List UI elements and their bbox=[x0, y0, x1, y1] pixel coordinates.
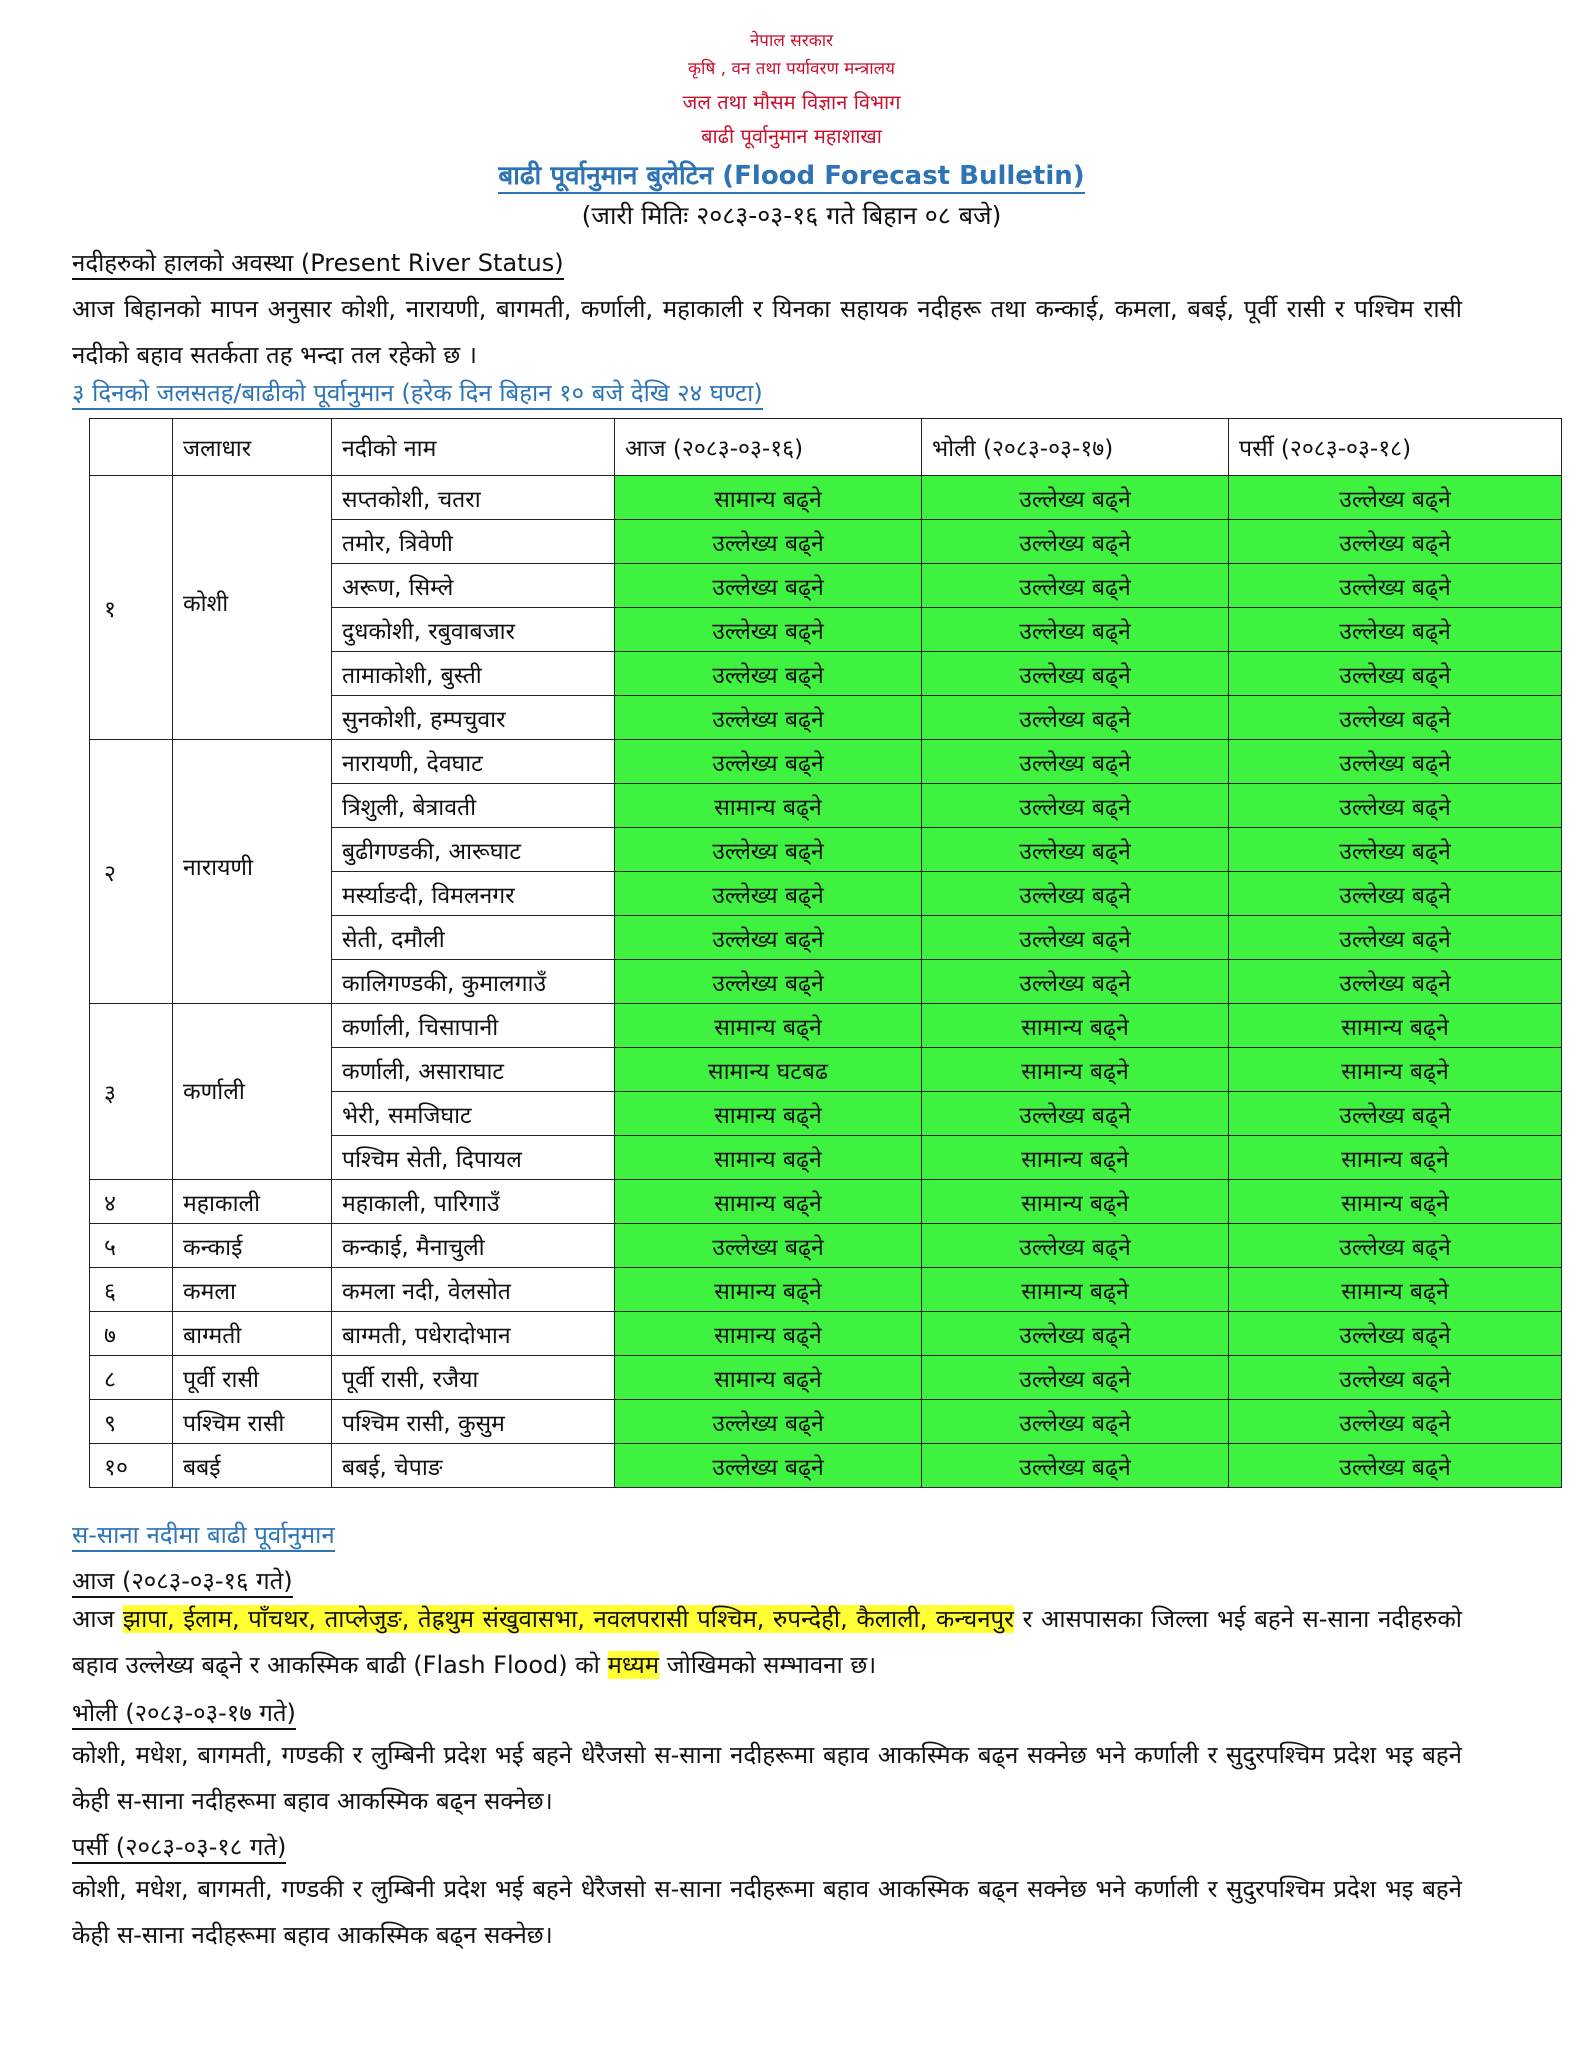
small-rivers-heading-text: स-साना नदीमा बाढी पूर्वानुमान bbox=[72, 1521, 335, 1552]
forecast-tomorrow: उल्लेख्य बढ्ने bbox=[922, 1224, 1229, 1268]
forecast-tomorrow: उल्लेख्य बढ्ने bbox=[922, 520, 1229, 564]
issued-date: (जारी मितिः २०८३-०३-१६ गते बिहान ०८ बजे) bbox=[581, 201, 1002, 230]
today-label bbox=[72, 1564, 293, 1597]
forecast-day-after: सामान्य बढ्ने bbox=[1229, 1004, 1562, 1048]
forecast-day-after: उल्लेख्य बढ्ने bbox=[1229, 520, 1562, 564]
basin-name: कर्णाली bbox=[173, 1004, 332, 1180]
river-station: बबई, चेपाङ bbox=[332, 1444, 615, 1488]
gov-name: नेपाल सरकार bbox=[749, 31, 834, 51]
present-status-heading bbox=[72, 246, 564, 279]
table-row bbox=[90, 1268, 1562, 1312]
forecast-day-after: उल्लेख्य बढ्ने bbox=[1229, 476, 1562, 520]
forecast-day-after: उल्लेख्य बढ्ने bbox=[1229, 1356, 1562, 1400]
department-name: जल तथा मौसम विज्ञान विभाग bbox=[682, 90, 901, 114]
forecast-today: उल्लेख्य बढ्ने bbox=[615, 872, 922, 916]
basin-serial: ३ bbox=[90, 1004, 173, 1180]
forecast-tomorrow: उल्लेख्य बढ्ने bbox=[922, 1444, 1229, 1488]
forecast-today: सामान्य बढ्ने bbox=[615, 1092, 922, 1136]
ministry-name: कृषि , वन तथा पर्यावरण मन्त्रालय bbox=[687, 59, 896, 79]
forecast-today: सामान्य बढ्ने bbox=[615, 1136, 922, 1180]
basin-serial: ५ bbox=[90, 1224, 173, 1268]
river-station: तामाकोशी, बुस्ती bbox=[332, 652, 615, 696]
basin-serial: ७ bbox=[90, 1312, 173, 1356]
present-status-text: आज बिहानको मापन अनुसार कोशी, नारायणी, बागमती, कर्णाली, महाकाली र यिनका सहायक नदीहरू तथा कन्काई, कमला, बबई, पूर्वी रासी र पश्चिम रासी नदीको बहाव सतर्कता तह भन्दा तल रहेको छ । bbox=[72, 295, 1462, 369]
river-station: सुनकोशी, हम्पचुवार bbox=[332, 696, 615, 740]
tomorrow-text: कोशी, मधेश, बागमती, गण्डकी र लुम्बिनी प्रदेश भई बहने धेरैजसो स-साना नदीहरूमा बहाव आकस्मिक बढ्न सक्नेछ भने कर्णाली र सुदुरपश्चिम प्रदेश भइ बहने केही स-साना नदीहरूमा बहाव आकस्मिक बढ्न सक्नेछ। bbox=[72, 1741, 1462, 1815]
forecast-today: उल्लेख्य बढ्ने bbox=[615, 1224, 922, 1268]
forecast-tomorrow: उल्लेख्य बढ्ने bbox=[922, 608, 1229, 652]
river-station: मर्स्याङदी, विमलनगर bbox=[332, 872, 615, 916]
forecast-today: सामान्य बढ्ने bbox=[615, 1268, 922, 1312]
forecast-day-after: उल्लेख्य बढ्ने bbox=[1229, 960, 1562, 1004]
basin-name: पूर्वी रासी bbox=[173, 1356, 332, 1400]
forecast-today: उल्लेख्य बढ्ने bbox=[615, 608, 922, 652]
forecast-day-after: उल्लेख्य बढ्ने bbox=[1229, 652, 1562, 696]
basin-name: बबई bbox=[173, 1444, 332, 1488]
present-status-heading-text: नदीहरुको हालको अवस्था (Present River Status) bbox=[72, 249, 564, 280]
river-station: सप्तकोशी, चतरा bbox=[332, 476, 615, 520]
forecast-today: उल्लेख्य बढ्ने bbox=[615, 520, 922, 564]
river-station: पश्चिम रासी, कुसुम bbox=[332, 1400, 615, 1444]
forecast-today: उल्लेख्य बढ्ने bbox=[615, 1400, 922, 1444]
forecast-heading bbox=[72, 376, 763, 409]
day-after-label bbox=[72, 1830, 286, 1863]
table-row bbox=[90, 1180, 1562, 1224]
today-label-text: आज (२०८३-०३-१६ गते) bbox=[72, 1567, 293, 1598]
forecast-tomorrow: सामान्य बढ्ने bbox=[922, 1136, 1229, 1180]
today-pre: आज bbox=[72, 1605, 123, 1633]
forecast-today: उल्लेख्य बढ्ने bbox=[615, 828, 922, 872]
basin-name: बाग्मती bbox=[173, 1312, 332, 1356]
forecast-day-after: उल्लेख्य बढ्ने bbox=[1229, 696, 1562, 740]
forecast-day-after: सामान्य बढ्ने bbox=[1229, 1136, 1562, 1180]
table-row bbox=[90, 476, 1562, 520]
basin-name: महाकाली bbox=[173, 1180, 332, 1224]
forecast-tomorrow: उल्लेख्य बढ्ने bbox=[922, 476, 1229, 520]
table-row bbox=[90, 1400, 1562, 1444]
day-after-text: कोशी, मधेश, बागमती, गण्डकी र लुम्बिनी प्रदेश भई बहने धेरैजसो स-साना नदीहरूमा बहाव आकस्मिक बढ्न सक्नेछ भने कर्णाली र सुदुरपश्चिम प्रदेश भइ बहने केही स-साना नदीहरूमा बहाव आकस्मिक बढ्न सक्नेछ। bbox=[72, 1875, 1462, 1949]
basin-name: कोशी bbox=[173, 476, 332, 740]
forecast-day-after: सामान्य बढ्ने bbox=[1229, 1180, 1562, 1224]
forecast-today: उल्लेख्य बढ्ने bbox=[615, 1444, 922, 1488]
basin-name: पश्चिम रासी bbox=[173, 1400, 332, 1444]
river-station: महाकाली, पारिगाउँ bbox=[332, 1180, 615, 1224]
basin-name: कमला bbox=[173, 1268, 332, 1312]
today-post: जोखिमको सम्भावना छ। bbox=[659, 1651, 877, 1679]
forecast-tomorrow: उल्लेख्य बढ्ने bbox=[922, 784, 1229, 828]
forecast-tomorrow: उल्लेख्य बढ्ने bbox=[922, 740, 1229, 784]
table-row bbox=[90, 1312, 1562, 1356]
today-text bbox=[72, 1596, 1462, 1688]
forecast-tomorrow: उल्लेख्य बढ्ने bbox=[922, 1400, 1229, 1444]
forecast-tomorrow: उल्लेख्य बढ्ने bbox=[922, 960, 1229, 1004]
forecast-tomorrow: उल्लेख्य बढ्ने bbox=[922, 828, 1229, 872]
basin-serial: ४ bbox=[90, 1180, 173, 1224]
col-day-after: पर्सी (२०८३-०३-१८) bbox=[1229, 419, 1562, 476]
forecast-day-after: उल्लेख्य बढ्ने bbox=[1229, 740, 1562, 784]
forecast-table bbox=[89, 418, 1562, 1488]
basin-serial: १० bbox=[90, 1444, 173, 1488]
river-station: पूर्वी रासी, रजैया bbox=[332, 1356, 615, 1400]
col-basin: जलाधार bbox=[173, 419, 332, 476]
forecast-day-after: उल्लेख्य बढ्ने bbox=[1229, 828, 1562, 872]
forecast-tomorrow: उल्लेख्य बढ्ने bbox=[922, 1312, 1229, 1356]
forecast-day-after: उल्लेख्य बढ्ने bbox=[1229, 872, 1562, 916]
table-row bbox=[90, 1004, 1562, 1048]
forecast-day-after: उल्लेख्य बढ्ने bbox=[1229, 1092, 1562, 1136]
forecast-tomorrow: सामान्य बढ्ने bbox=[922, 1268, 1229, 1312]
table-row bbox=[90, 1356, 1562, 1400]
river-station: कर्णाली, असाराघाट bbox=[332, 1048, 615, 1092]
forecast-day-after: उल्लेख्य बढ्ने bbox=[1229, 784, 1562, 828]
river-station: अरूण, सिम्ले bbox=[332, 564, 615, 608]
forecast-day-after: उल्लेख्य बढ्ने bbox=[1229, 608, 1562, 652]
table-body bbox=[90, 476, 1562, 1488]
river-station: सेती, दमौली bbox=[332, 916, 615, 960]
table-row bbox=[90, 1224, 1562, 1268]
forecast-tomorrow: सामान्य बढ्ने bbox=[922, 1048, 1229, 1092]
river-station: कन्काई, मैनाचुली bbox=[332, 1224, 615, 1268]
river-station: भेरी, समजिघाट bbox=[332, 1092, 615, 1136]
forecast-tomorrow: उल्लेख्य बढ्ने bbox=[922, 1092, 1229, 1136]
basin-serial: ८ bbox=[90, 1356, 173, 1400]
basin-name: नारायणी bbox=[173, 740, 332, 1004]
forecast-today: सामान्य बढ्ने bbox=[615, 1004, 922, 1048]
forecast-today: उल्लेख्य बढ्ने bbox=[615, 740, 922, 784]
small-rivers-heading bbox=[72, 1518, 335, 1551]
forecast-today: सामान्य बढ्ने bbox=[615, 784, 922, 828]
table-row bbox=[90, 1444, 1562, 1488]
table-header-row bbox=[90, 419, 1562, 476]
forecast-today: उल्लेख्य बढ्ने bbox=[615, 960, 922, 1004]
forecast-day-after: उल्लेख्य बढ्ने bbox=[1229, 1312, 1562, 1356]
forecast-tomorrow: उल्लेख्य बढ्ने bbox=[922, 652, 1229, 696]
river-station: तमोर, त्रिवेणी bbox=[332, 520, 615, 564]
river-station: कालिगण्डकी, कुमालगाउँ bbox=[332, 960, 615, 1004]
forecast-tomorrow: सामान्य बढ्ने bbox=[922, 1004, 1229, 1048]
col-tomorrow: भोली (२०८३-०३-१७) bbox=[922, 419, 1229, 476]
basin-serial: २ bbox=[90, 740, 173, 1004]
basin-serial: १ bbox=[90, 476, 173, 740]
forecast-today: सामान्य बढ्ने bbox=[615, 1180, 922, 1224]
col-serial bbox=[90, 419, 173, 476]
river-station: बुढीगण्डकी, आरूघाट bbox=[332, 828, 615, 872]
division-name: बाढी पूर्वानुमान महाशाखा bbox=[701, 124, 882, 148]
forecast-day-after: सामान्य बढ्ने bbox=[1229, 1048, 1562, 1092]
forecast-tomorrow: उल्लेख्य बढ्ने bbox=[922, 1356, 1229, 1400]
basin-serial: ६ bbox=[90, 1268, 173, 1312]
tomorrow-label bbox=[72, 1696, 296, 1729]
basin-name: कन्काई bbox=[173, 1224, 332, 1268]
forecast-tomorrow: सामान्य बढ्ने bbox=[922, 1180, 1229, 1224]
forecast-day-after: उल्लेख्य बढ्ने bbox=[1229, 916, 1562, 960]
tomorrow-label-text: भोली (२०८३-०३-१७ गते) bbox=[72, 1699, 296, 1730]
today-mid: र आसपासका जिल्ला भई बहने स-साना नदीहरुको बहाव उल्लेख्य बढ्ने र आकस्मिक बाढी (Flash Flood) को bbox=[72, 1605, 1462, 1679]
forecast-day-after: उल्लेख्य बढ्ने bbox=[1229, 1444, 1562, 1488]
today-risk-level: मध्यम bbox=[607, 1651, 660, 1679]
forecast-today: सामान्य बढ्ने bbox=[615, 1356, 922, 1400]
river-station: त्रिशुली, बेत्रावती bbox=[332, 784, 615, 828]
forecast-today: उल्लेख्य बढ्ने bbox=[615, 696, 922, 740]
forecast-day-after: उल्लेख्य बढ्ने bbox=[1229, 1400, 1562, 1444]
forecast-tomorrow: उल्लेख्य बढ्ने bbox=[922, 564, 1229, 608]
forecast-tomorrow: उल्लेख्य बढ्ने bbox=[922, 916, 1229, 960]
col-river: नदीको नाम bbox=[332, 419, 615, 476]
river-station: नारायणी, देवघाट bbox=[332, 740, 615, 784]
basin-serial: ९ bbox=[90, 1400, 173, 1444]
forecast-day-after: उल्लेख्य बढ्ने bbox=[1229, 1224, 1562, 1268]
forecast-tomorrow: उल्लेख्य बढ्ने bbox=[922, 872, 1229, 916]
river-station: दुधकोशी, रबुवाबजार bbox=[332, 608, 615, 652]
forecast-today: सामान्य बढ्ने bbox=[615, 1312, 922, 1356]
bulletin-title bbox=[0, 156, 1583, 192]
river-station: कर्णाली, चिसापानी bbox=[332, 1004, 615, 1048]
river-station: पश्चिम सेती, दिपायल bbox=[332, 1136, 615, 1180]
today-districts: झापा, ईलाम, पाँचथर, ताप्लेजुङ, तेह्रथुम संखुवासभा, नवलपरासी पश्चिम, रुपन्देही, कैलाली, कन्चनपुर bbox=[122, 1605, 1015, 1633]
forecast-today: उल्लेख्य बढ्ने bbox=[615, 564, 922, 608]
day-after-label-text: पर्सी (२०८३-०३-१८ गते) bbox=[72, 1833, 286, 1864]
forecast-today: सामान्य बढ्ने bbox=[615, 476, 922, 520]
river-station: बाग्मती, पधेरादोभान bbox=[332, 1312, 615, 1356]
bulletin-title-text: बाढी पूर्वानुमान बुलेटिन (Flood Forecast Bulletin) bbox=[498, 161, 1084, 194]
table-row bbox=[90, 740, 1562, 784]
forecast-day-after: सामान्य बढ्ने bbox=[1229, 1268, 1562, 1312]
forecast-heading-text: ३ दिनको जलसतह/बाढीको पूर्वानुमान (हरेक दिन बिहान १० बजे देखि २४ घण्टा) bbox=[72, 379, 763, 410]
forecast-today: उल्लेख्य बढ्ने bbox=[615, 652, 922, 696]
river-station: कमला नदी, वेलसोत bbox=[332, 1268, 615, 1312]
forecast-day-after: उल्लेख्य बढ्ने bbox=[1229, 564, 1562, 608]
forecast-today: उल्लेख्य बढ्ने bbox=[615, 916, 922, 960]
col-today: आज (२०८३-०३-१६) bbox=[615, 419, 922, 476]
forecast-today: सामान्य घटबढ bbox=[615, 1048, 922, 1092]
forecast-tomorrow: उल्लेख्य बढ्ने bbox=[922, 696, 1229, 740]
